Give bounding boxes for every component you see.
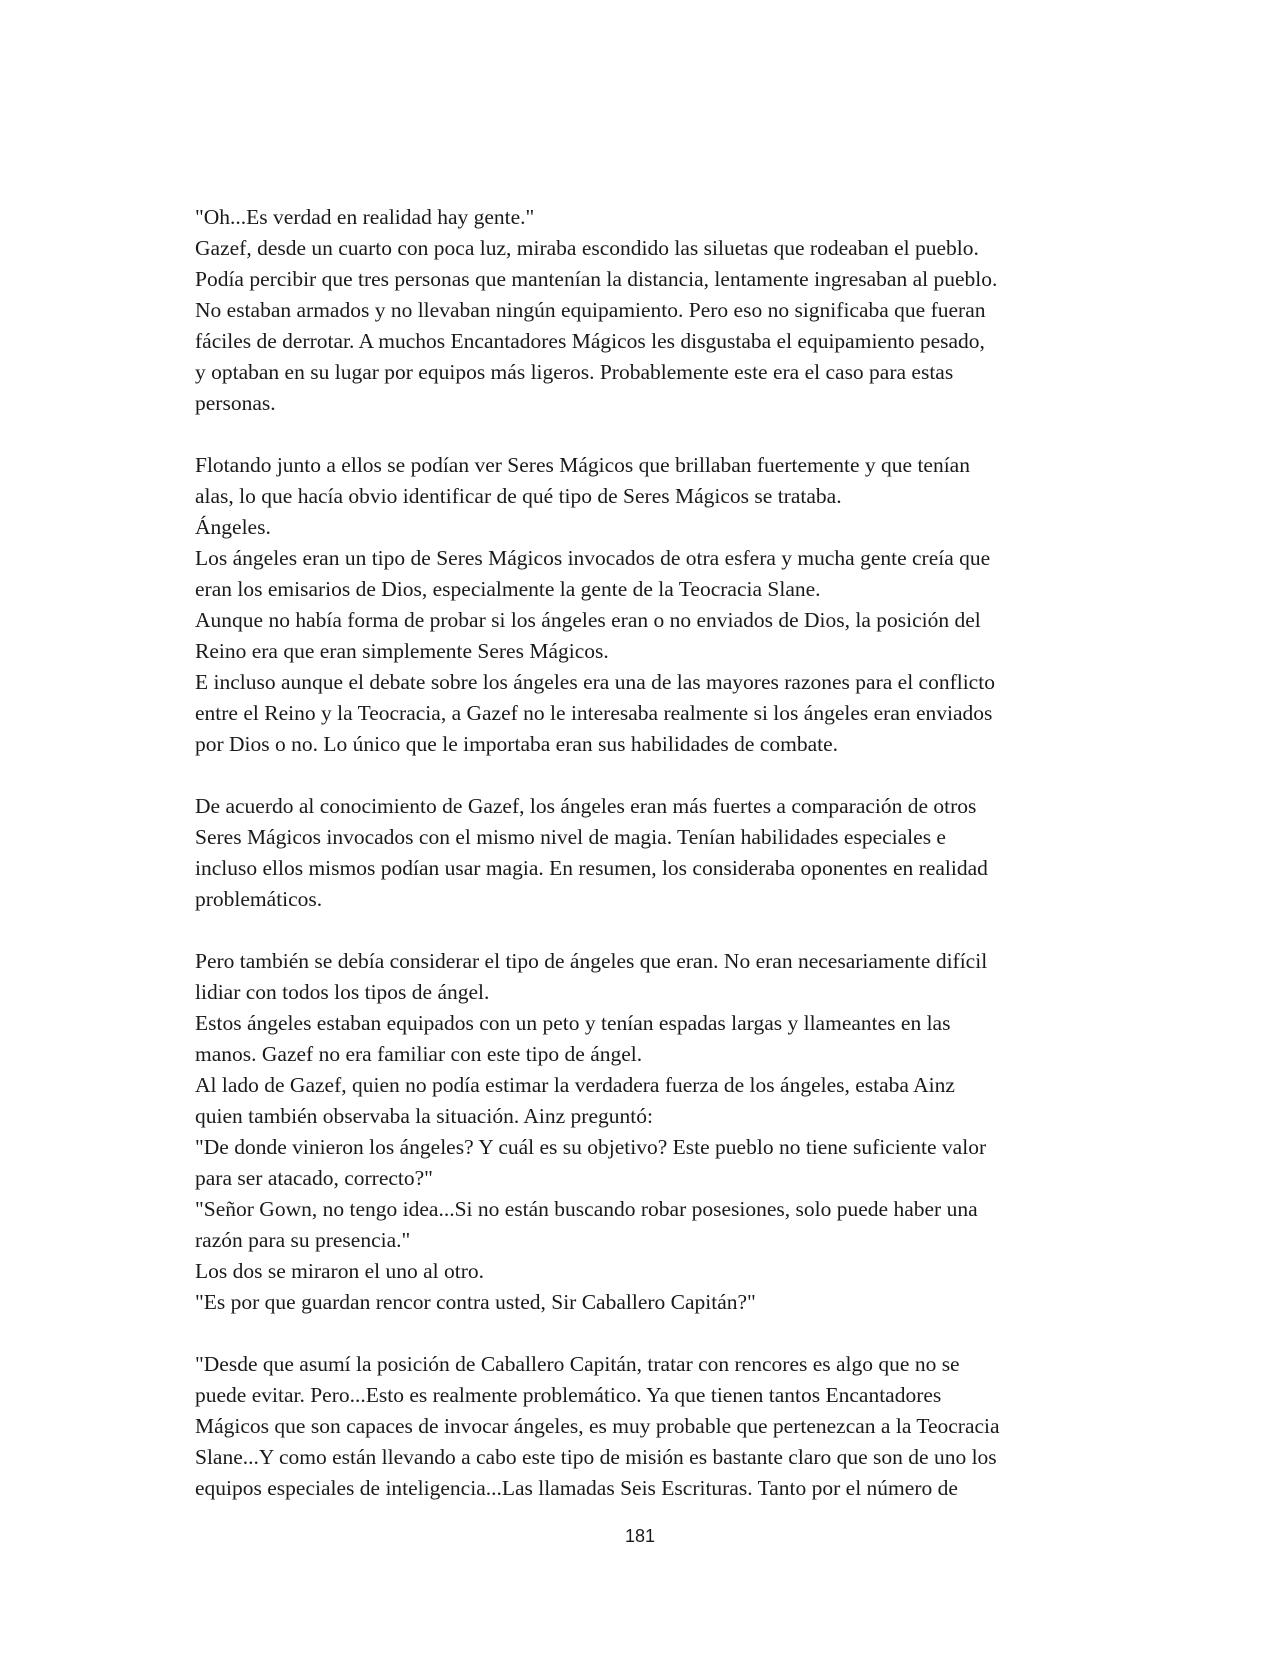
text-line: incluso ellos mismos podían usar magia. En resumen, los consideraba oponentes en realidad [195, 856, 988, 880]
text-line: Reino era que eran simplemente Seres Mágicos. [195, 639, 609, 663]
text-line: lidiar con todos los tipos de ángel. [195, 980, 490, 1004]
text-line: Slane...Y como están llevando a cabo este tipo de misión es bastante claro que son de uno los [195, 1445, 997, 1469]
text-line: problemáticos. [195, 887, 323, 911]
text-line: razón para su presencia." [195, 1228, 411, 1252]
text-line: quien también observaba la situación. Ainz preguntó: [195, 1104, 653, 1128]
text-line: Ángeles. [195, 515, 271, 539]
text-line: por Dios o no. Lo único que le importaba eran sus habilidades de combate. [195, 732, 839, 756]
paragraph-break [195, 915, 1095, 946]
text-line: "Señor Gown, no tengo idea...Si no están buscando robar posesiones, solo puede haber una [195, 1197, 978, 1221]
text-line: Los dos se miraron el uno al otro. [195, 1259, 485, 1283]
text-line: Estos ángeles estaban equipados con un peto y tenían espadas largas y llameantes en las [195, 1011, 951, 1035]
text-line: personas. [195, 391, 276, 415]
text-line: equipos especiales de inteligencia...Las llamadas Seis Escrituras. Tanto por el número de [195, 1476, 958, 1500]
body-text [195, 202, 1095, 1504]
text-line: Seres Mágicos invocados con el mismo nivel de magia. Tenían habilidades especiales e [195, 825, 946, 849]
text-line: Mágicos que son capaces de invocar ángeles, es muy probable que pertenezcan a la Teocracia [195, 1414, 1000, 1438]
text-line: Pero también se debía considerar el tipo de ángeles que eran. No eran necesariamente difícil [195, 949, 988, 973]
text-line: y optaban en su lugar por equipos más ligeros. Probablemente este era el caso para estas [195, 360, 954, 384]
text-line: Los ángeles eran un tipo de Seres Mágicos invocados de otra esfera y mucha gente creía que [195, 546, 991, 570]
text-line: manos. Gazef no era familiar con este tipo de ángel. [195, 1042, 643, 1066]
text-line: Aunque no había forma de probar si los ángeles eran o no enviados de Dios, la posición del [195, 608, 981, 632]
text-line: Al lado de Gazef, quien no podía estimar la verdadera fuerza de los ángeles, estaba Ainz [195, 1073, 955, 1097]
text-line: fáciles de derrotar. A muchos Encantadores Mágicos les disgustaba el equipamiento pesado, [195, 329, 985, 353]
text-line: No estaban armados y no llevaban ningún equipamiento. Pero eso no significaba que fueran [195, 298, 986, 322]
text-line: puede evitar. Pero...Esto es realmente problemático. Ya que tienen tantos Encantadores [195, 1383, 942, 1407]
text-line: "Es por que guardan rencor contra usted, Sir Caballero Capitán?" [195, 1290, 756, 1314]
paragraph-break [195, 419, 1095, 450]
page-number: 181 [624, 1526, 656, 1546]
text-line: entre el Reino y la Teocracia, a Gazef no le interesaba realmente si los ángeles eran enviados [195, 701, 993, 725]
text-line: E incluso aunque el debate sobre los ángeles era una de las mayores razones para el conflicto [195, 670, 995, 694]
text-line: Flotando junto a ellos se podían ver Seres Mágicos que brillaban fuertemente y que tenían [195, 453, 970, 477]
text-line: "De donde vinieron los ángeles? Y cuál es su objetivo? Este pueblo no tiene suficiente valor [195, 1135, 987, 1159]
text-line: Gazef, desde un cuarto con poca luz, miraba escondido las siluetas que rodeaban el pueblo. [195, 236, 979, 260]
text-line: para ser atacado, correcto?" [195, 1166, 433, 1190]
text-line: "Oh...Es verdad en realidad hay gente." [195, 205, 535, 229]
text-line: eran los emisarios de Dios, especialmente la gente de la Teocracia Slane. [195, 577, 821, 601]
text-line: De acuerdo al conocimiento de Gazef, los ángeles eran más fuertes a comparación de otros [195, 794, 977, 818]
text-line: "Desde que asumí la posición de Caballero Capitán, tratar con rencores es algo que no se [195, 1352, 960, 1376]
paragraph-break [195, 1318, 1095, 1349]
text-line: Podía percibir que tres personas que mantenían la distancia, lentamente ingresaban al pueblo. [195, 267, 998, 291]
text-line: alas, lo que hacía obvio identificar de qué tipo de Seres Mágicos se trataba. [195, 484, 842, 508]
paragraph-break [195, 760, 1095, 791]
